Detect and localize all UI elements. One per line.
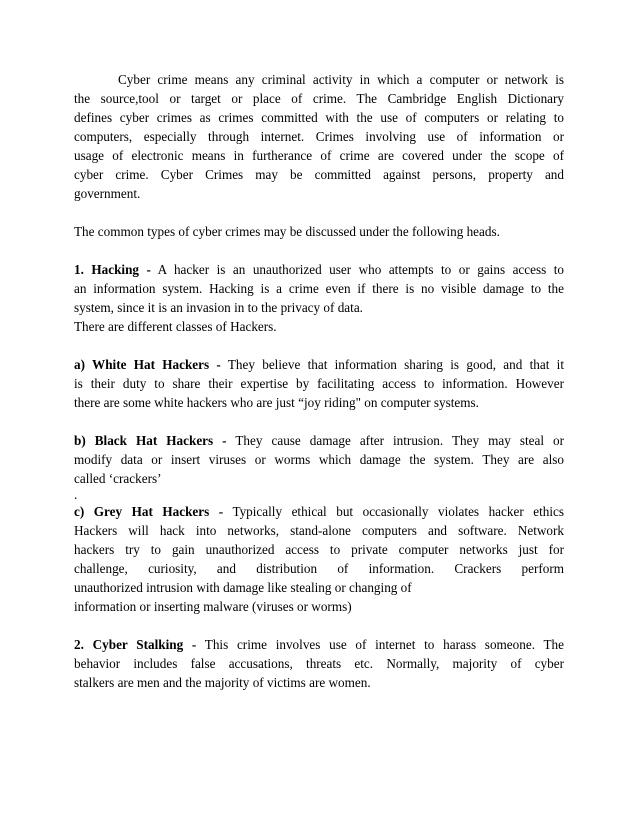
- hacking-section: [74, 260, 564, 336]
- hacking-line: system, since it is an invasion in to the privacy of data.: [74, 300, 363, 315]
- grey-hat-section: [74, 502, 564, 616]
- hacking-line-text: A hacker is an unauthorized user who attempts to or gains access to: [150, 262, 564, 277]
- white-hat-line-text: They believe that information sharing is good, and that it: [220, 357, 564, 372]
- black-hat-line-text: They cause damage after intrusion. They may steal or: [226, 433, 564, 448]
- grey-hat-heading: c) Grey Hat Hackers -: [74, 504, 224, 519]
- grey-hat-line: Hackers will hack into networks, stand-alone computers and software. Network: [74, 523, 564, 538]
- grey-hat-line: challenge, curiosity, and distribution of information. Crackers perform: [74, 561, 564, 576]
- cyber-stalking-line-text: This crime involves use of internet to harass someone. The: [196, 637, 564, 652]
- cyber-stalking-section: [74, 635, 564, 692]
- black-hat-line: modify data or insert viruses or worms which damage the system. They are also: [74, 452, 564, 467]
- white-hat-line: [74, 355, 564, 374]
- black-hat-line: called ‘crackers’: [74, 471, 162, 486]
- intro-line: [74, 70, 564, 89]
- cyber-stalking-line: [74, 635, 564, 654]
- intro-line: usage of electronic means in furtherance of crime are covered under the scope of: [74, 148, 564, 163]
- white-hat-line: there are some white hackers who are just “joy riding" on computer systems.: [74, 395, 479, 410]
- grey-hat-line-text: Typically ethical but occasionally violates hacker ethics: [223, 504, 564, 519]
- white-hat-heading: a) White Hat Hackers -: [74, 357, 221, 372]
- grey-hat-line: unauthorized intrusion with damage like stealing or changing of: [74, 580, 412, 595]
- document-body: [74, 70, 564, 711]
- hacking-line: There are different classes of Hackers.: [74, 319, 277, 334]
- white-hat-line: is their duty to share their expertise by facilitating access to information. However: [74, 376, 564, 391]
- grey-hat-line: information or inserting malware (viruses or worms): [74, 599, 352, 614]
- cyber-stalking-line: stalkers are men and the majority of victims are women.: [74, 675, 371, 690]
- white-hat-section: [74, 355, 564, 412]
- hacking-line: an information system. Hacking is a crime even if there is no visible damage to the: [74, 281, 564, 296]
- common-types-text: The common types of cyber crimes may be discussed under the following heads.: [74, 224, 500, 239]
- common-types-paragraph: [74, 222, 564, 241]
- intro-line: computers, especially through internet. Crimes involving use of information or: [74, 129, 564, 144]
- grey-hat-line: hackers try to gain unauthorized access to private computer networks just for: [74, 542, 564, 557]
- cyber-stalking-line: behavior includes false accusations, threats etc. Normally, majority of cyber: [74, 656, 564, 671]
- hacking-line: [74, 260, 564, 279]
- black-hat-section: [74, 431, 564, 502]
- cyber-stalking-heading: 2. Cyber Stalking -: [74, 637, 197, 652]
- grey-hat-line: [74, 502, 564, 521]
- intro-line-text: Cyber crime means any criminal activity in which a computer or network is: [118, 72, 564, 87]
- intro-line: the source,tool or target or place of crime. The Cambridge English Dictionary: [74, 91, 564, 106]
- intro-paragraph: [74, 70, 564, 203]
- black-hat-heading: b) Black Hat Hackers -: [74, 433, 227, 448]
- intro-line: defines cyber crimes as crimes committed with the use of computers or relating to: [74, 110, 564, 125]
- hacking-heading: 1. Hacking -: [74, 262, 151, 277]
- black-hat-line: .: [74, 487, 78, 502]
- intro-line: government.: [74, 186, 141, 201]
- intro-line: cyber crime. Cyber Crimes may be committed against persons, property and: [74, 167, 564, 182]
- black-hat-line: [74, 431, 564, 450]
